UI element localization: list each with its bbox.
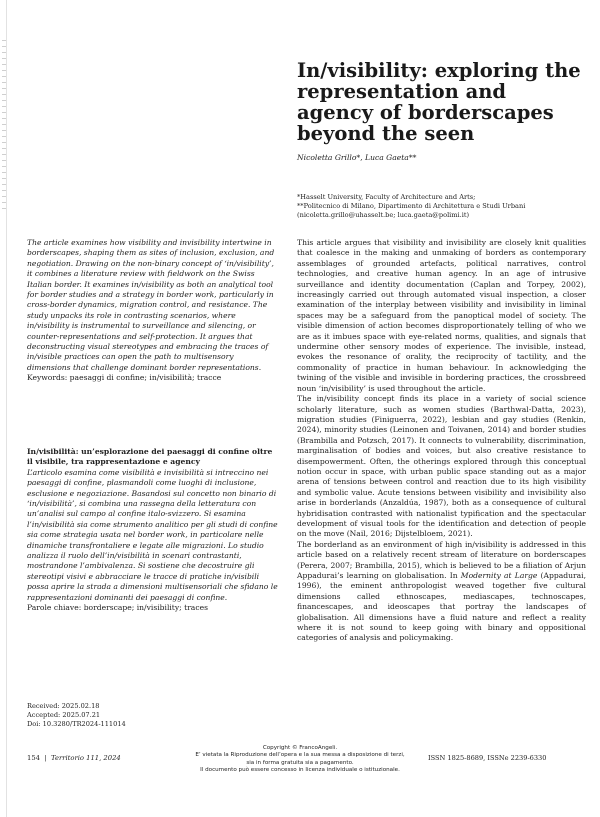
abstract-italian-text: L’articolo esamina come visibilità e invisibilità si intreccino nei paesaggi di confine, plasmandoli come luoghi di inclusione, esclusione e negoziazione. Basandosi sul concetto non binario di ‘in/visibilità’, si combina una rassegna della letteratura con un’analisi sul campo al confine italo-svizzero. Si esamina l’in/visibilità sia come strumento analitico per gli studi di confine sia come strategia usata nel border work, in particolare nelle dinamiche transfrontaliere e legate alle migrazioni. Lo studio analizza il ruolo dell’in/visibilità in scenari contrastanti, mostrandone l’ambivalenza. Si sostiene che decostruire gli stereotipi visivi e abbracciare le tracce di pratiche in/visibili possa aprire la strada a dimensioni multisensoriali che sfidano le rappresentazioni dominanti dei paesaggi di confine. bbox=[27, 467, 278, 602]
body-paragraph: The in/visibility concept finds its place in a variety of social science scholarly literature, such as women studies (Barthwal-Datta, 2023), migration studies (Finiguerra, 2022), lesbian and gay studies (Renkin, 2024), minority studies (Leinonen and Toivanen, 2014) and border studies (Brambilla and Potzsch, 2017). It connects to vulnerability, discrimination, marginalisation of bodies and voices, but also creative resistance to disempowerment. Often, the otherings explored through this conceptual notion occur in space, with urban public space standing out as a major arena of tensions between control and reaction due to its high visibility and symbolic value. Acute tensions between visibility and invisibility also arise in borderlands (Anzaldúa, 1987), both as a consequence of cultural hybridisation contrasted with nationalist typification and the spectacular development of visual tools for the identification and detection of people on the move (Nail, 2016; Dijstelbloem, 2021). bbox=[297, 394, 586, 539]
accepted-date: Accepted: 2025.07.21 bbox=[27, 711, 101, 719]
copyright-line: Copyright © FrancoAngeli. bbox=[262, 745, 338, 751]
abstract-italian-title: In/visibilità: un’esplorazione dei paesaggi di confine oltre il visibile, tra rappresentazione e agency bbox=[27, 447, 273, 467]
footer-separator: | bbox=[44, 754, 47, 762]
author-affiliations bbox=[297, 193, 525, 221]
doi: Doi: 10.3280/TR2024-111014 bbox=[27, 720, 126, 728]
article-dates bbox=[27, 702, 126, 729]
page-margin-line bbox=[6, 0, 7, 817]
book-title: Modernity at Large bbox=[460, 571, 538, 580]
body-text-span: (Appadurai, 1996), the eminent anthropologist weaved together five cultural dimensions called ethnoscapes, mediascapes, technoscapes, financescapes, and ideoscapes that portray the landscapes of globalisation. All dimensions have a fluid nature and reflect a reality where it is not sound to keep going with binary and oppositional categories of analysis and policymaking. bbox=[297, 571, 586, 643]
issn: ISSN 1825-8689, ISSNe 2239-6330 bbox=[428, 754, 547, 762]
article-authors: Nicoletta Grillo*, Luca Gaeta** bbox=[297, 153, 417, 162]
copyright-line: Il documento può essere concesso in licenza individuale o istituzionale. bbox=[200, 767, 400, 774]
abstract-english-keywords: Keywords: paesaggi di confine; in/visibilità; tracce bbox=[27, 373, 222, 383]
copyright-notice bbox=[170, 745, 430, 775]
page-margin-ticks bbox=[2, 40, 6, 210]
received-date: Received: 2025.02.18 bbox=[27, 702, 100, 710]
abstract-english-text: The article examines how visibility and invisibility intertwine in borderscapes, shaping them as sites of inclusion, exclusion, and negotiation. Drawing on the non-binary concept of ‘in/visibility’, it combines a literature review with fieldwork on the Swiss Italian border. It examines in/visibility as both an analytical tool for border studies and a strategy in border work, particularly in cross-border dynamics, migration control, and resistance. The study unpacks its role in contrasting scenarios, where in/visibility is instrumental to surveillance and silencing, or counter-representations and self-protection. It argues that deconstructing visual stereotypes and embracing the traces of in/visible practices can open the path to multisensory dimensions that challenge dominant border representations. bbox=[27, 238, 275, 372]
copyright-line: sia in forma gratuita sia a pagamento. bbox=[246, 759, 354, 766]
article-body bbox=[297, 238, 586, 644]
body-paragraph bbox=[297, 540, 586, 644]
body-paragraph: This article argues that visibility and invisibility are closely knit qualities that coalesce in the making and unmaking of borders as contemporary assemblages of grounded artefacts, political narratives, control technologies, and creative human agency. In an age of intrusive surveillance and identity documentation (Caplan and Torpey, 2002), increasingly carried out through automated visual inspection, a closer examination of the interplay between visibility and invisibility in liminal spaces may be a safeguard from the panoptical model of society. The visible dimension of action becomes disproportionately telling of who we are as it imbues space with eye-related norms, qualities, and signals that undermine other sensory modes of experience. The invisible, instead, evokes the resonance of orality, the reciprocity of tactility, and the commonality of practice in human behaviour. In acknowledging the twining of the visible and invisible in bordering practices, the crossbreed noun ‘in/visibility’ is used throughout the article. bbox=[297, 238, 586, 393]
footer-page-info bbox=[27, 754, 121, 762]
affiliation-line: **Politecnico di Milano, Dipartimento di Architettura e Studi Urbani bbox=[297, 202, 526, 211]
page-number: 154 bbox=[27, 754, 40, 762]
copyright-line: E’ vietata la Riproduzione dell’opera e la sua messa a disposizione di terzi, bbox=[195, 752, 405, 759]
article-title: In/visibility: exploring the representation and agency of borderscapes beyond the seen bbox=[297, 59, 581, 145]
abstract-italian-keywords: Parole chiave: borderscape; in/visibility; traces bbox=[27, 603, 208, 613]
affiliation-line: *Hasselt University, Faculty of Architecture and Arts; bbox=[297, 193, 476, 201]
abstract-english bbox=[27, 238, 279, 384]
affiliation-emails: (nicoletta.grillo@uhasselt.be; luca.gaeta@polimi.it) bbox=[297, 211, 470, 220]
journal-name: Territorio 111, 2024 bbox=[50, 754, 121, 762]
body-text-span: The borderland as an environment of high in/visibility is addressed in this article based on a relatively recent stream of literature on borderscapes (Perera, 2007; Brambilla, 2015), which is believed to be a filiation of Arjun Appadurai’s learning on globalisation. In bbox=[297, 539, 586, 580]
abstract-italian bbox=[27, 447, 279, 614]
